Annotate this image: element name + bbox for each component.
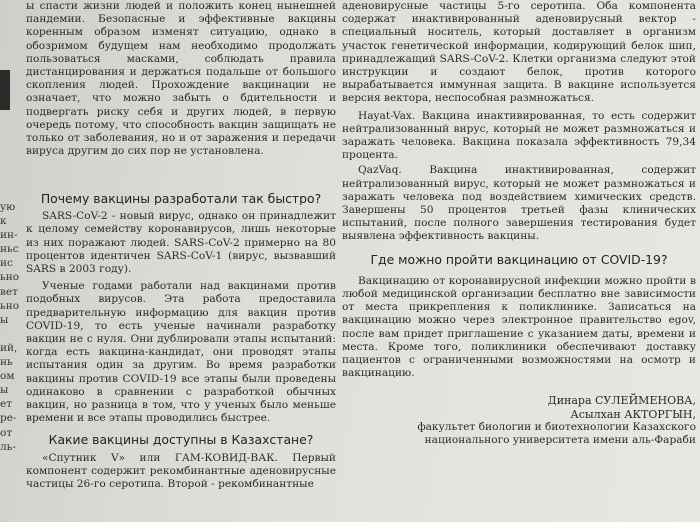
author-signature bbox=[342, 394, 696, 447]
paragraph-qazvaq: QazVaq. Вакцина инактивированная, содержит нейтрализованный вирус, который не может размножаться и заражать человека под воздействием химических средств. Завершены 50 процентов третьей фазы клинических испытаний, после полного завершения тестирования будет выявлена эффективность вакцины. bbox=[342, 164, 696, 243]
article-column-right bbox=[342, 0, 696, 447]
edge-fragment: ьно bbox=[0, 299, 20, 312]
heading-vaccines-kazakhstan: Какие вакцины доступны в Казахстане? bbox=[48, 433, 314, 447]
paragraph-adenovirus: аденовирусные частицы 5-го серотипа. Оба компонента содержат инактивированный аденовирусный вектор - специальный носитель, который доставляет в организм участок генетической информации, кодирующий белок шип, принадлежащий SARS-CoV-2. Клетки организма следуют этой инструкции и создают белок, против которого вырабатывается иммунная защита. В вакцине используется версия вектора, неспособная размножаться. bbox=[342, 0, 696, 105]
edge-fragment: ль- bbox=[0, 440, 16, 453]
edge-fragment: ет bbox=[0, 398, 13, 411]
edge-fragment: ин- bbox=[0, 229, 18, 242]
edge-fragment: к bbox=[0, 215, 7, 228]
edge-fragment: от bbox=[0, 426, 13, 439]
author-affiliation-1: факультет биологии и биотехнологии Казахского bbox=[417, 420, 696, 433]
edge-fragment: ьно bbox=[0, 271, 20, 284]
paragraph-sputnik: «Спутник V» или ГАМ-КОВИД-ВАК. Первый компонент содержит рекомбинантные аденовирусные частицы 26-го серотипа. Второй - рекомбинантные bbox=[26, 451, 336, 491]
paragraph-where: Вакцинацию от коронавирусной инфекции можно пройти в любой медицинской организации бесплатно вне зависимости от места прикрепления к поликлинике. Записаться на вакцинацию можно через электронное правительство egov, после вам придет приглашение с указанием даты, времени и места. Кроме того, поликлиники обеспечивают доставку пациентов с ограниченными возможностями на осмотр и вакцинацию. bbox=[342, 274, 696, 380]
edge-fragment: ы bbox=[0, 313, 9, 326]
intro-paragraph: ы спасти жизни людей и положить конец нынешней пандемии. Безопасные и эффективные вакцины коренным образом изменят ситуацию, однако в обозримом будущем нам необходимо продолжать пользоваться масками, соблюдать правила дистанцирования и держаться подальше от большого скопления людей. Прохождение вакцинации не означает, что можно забыть о бдительности и подвергать риску себя и других людей, в первую очередь потому, что способность вакцин защищать не только от заболевания, но и от заражения и передачи вируса другим до сих пор не установлена. bbox=[26, 0, 336, 158]
edge-fragment: нь bbox=[0, 356, 13, 369]
heading-where-vaccinate: Где можно пройти вакцинацию от COVID-19? bbox=[370, 252, 668, 266]
edge-fragment: вет bbox=[0, 285, 18, 298]
paragraph-research: Ученые годами работали над вакцинами против подобных вирусов. Эта работа предоставила предварительную информацию для вакцин против COVID-19, то есть ученые начинали разработку вакцин не с нуля. Они дублировали этапы испытаний: когда есть вакцина-кандидат, они проводят этапы испытания один за другим. Во время разработки вакцины против COVID-19 все этапы были проведены одинаково в сравнении с разработкой обычных вакцин, но разница в том, что у ученых было меньше времени и все этапы проводились быстрее. bbox=[26, 280, 336, 425]
paragraph-sars: SARS-CoV-2 - новый вирус, однако он принадлежит к целому семейству коронавирусов, лишь некоторые из них поражают людей. SARS-CoV-2 примерно на 80 процентов идентичен SARS-CoV-1 (вирус, вызвавший SARS в 2003 году). bbox=[26, 210, 336, 276]
edge-fragment: ре- bbox=[0, 412, 17, 425]
edge-fragment: ую bbox=[0, 201, 16, 213]
heading-why-fast: Почему вакцины разработали так быстро? bbox=[40, 192, 322, 206]
edge-fragment: ы bbox=[0, 384, 9, 397]
author-name-1: Динара СУЛЕЙМЕНОВА, bbox=[547, 394, 696, 408]
article-column-left bbox=[26, 0, 336, 491]
edge-fragment: ньс bbox=[0, 243, 19, 256]
column-rule-mark bbox=[0, 70, 10, 110]
author-affiliation-2: национального университета имени аль-Фараби bbox=[424, 434, 696, 447]
paragraph-hayat-vax: Hayat-Vax. Вакцина инактивированная, то есть содержит нейтрализованный вирус, который не может размножаться и заражать человека. Вакцина показала эффективность 79,34 процента. bbox=[342, 109, 696, 162]
edge-fragment bbox=[0, 327, 20, 341]
previous-column-fragments bbox=[0, 200, 20, 522]
edge-fragment: ис bbox=[0, 257, 13, 270]
edge-fragment: ом bbox=[0, 370, 15, 383]
edge-fragment: ий, bbox=[0, 341, 18, 354]
author-name-2: Асылхан АКТОРГЫН, bbox=[570, 407, 696, 421]
